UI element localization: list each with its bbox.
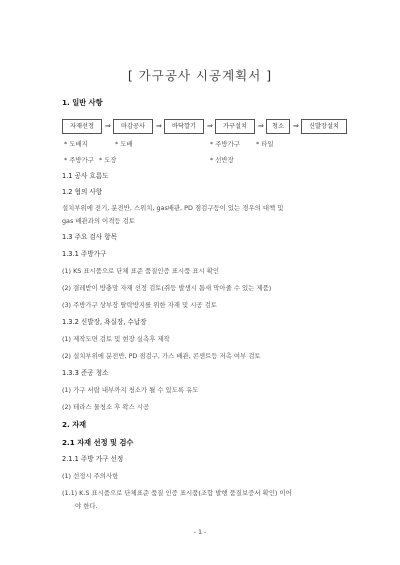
page-title: [ 가구공사 시공계획서 ] (127, 68, 273, 83)
flow-box-furniture-install: 가구설치 (215, 119, 255, 134)
flow-arrow: ⇒ (258, 122, 264, 130)
flow-note: * 선반장 (210, 156, 234, 164)
list-item: (2) 설치부위에 분전반, PD 점검구, 가스 배관, 콘센트등 저촉 여부 검토 (62, 352, 261, 360)
page-number: - 1 - (193, 528, 207, 536)
section-materials-heading: 2. 자재 (62, 420, 87, 429)
heading-2-1: 2.1 자재 선정 및 검수 (62, 438, 134, 447)
flow-box-finishing: 마감공사 (113, 119, 153, 134)
flow-arrow: ⇒ (105, 122, 111, 130)
flow-arrow: ⇒ (293, 122, 299, 130)
heading-1-1: 1.1 공사 흐름도 (62, 172, 109, 180)
list-item: (3) 주방가구 상부장 탈락방지를 위한 자재 및 시공 검토 (62, 301, 217, 309)
flow-arrow: ⇒ (156, 122, 162, 130)
list-item: (1) 선정시 주의사항 (62, 472, 119, 480)
flow-note: * 도장 (99, 156, 117, 164)
section-general-heading: 1. 일반 사항 (62, 98, 103, 107)
flow-box-flooring: 바닥깔기 (164, 119, 204, 134)
heading-1-2: 1.2 협의 사항 (62, 188, 103, 196)
heading-1-3-3: 1.3.3 준공 청소 (62, 369, 109, 377)
heading-2-1-1: 2.1.1 주방 가구 선정 (62, 455, 124, 463)
flow-box-material-selection: 자재선정 (62, 119, 102, 134)
heading-1-3-2: 1.3.2 신발장, 욕실장, 수납장 (62, 318, 147, 326)
flow-note: * 주방가구 (64, 156, 94, 164)
list-item: (1.1) K.S 표시품으로 단체표준 품질 인증 표시품(조합 발행 품질보증서 확인) 이어 (62, 489, 292, 497)
list-item: (1) 가구 서랍 내부까지 청소가 될 수 있도록 유도 (62, 386, 199, 394)
flow-note: * 타일 (256, 140, 274, 148)
list-item: (2) 테라스 물청소 후 왁스 시공 (62, 403, 150, 411)
paragraph: gas 배관과의 이격등 검토 (62, 217, 135, 225)
flow-box-shoe-cabinet: 신발장설치 (301, 119, 347, 134)
list-item: (2) 결레받이 방충망 자재 선정 검토(쥐등 발생시 틈새 막아줄 수 있는 제품) (62, 284, 272, 292)
paragraph: 설치부위에 전기, 분전반, 스위치, gas배관, PD 점검구등이 있는 경우의 대책 및 (62, 204, 284, 212)
heading-1-3: 1.3 주요 검사 항목 (62, 233, 117, 241)
list-item: (1) KS 표시품으로 단체 표준 품질인증 표시품 표시 확인 (62, 267, 220, 275)
flow-note: * 도배지 (64, 140, 88, 148)
list-item: (1) 제작도면 검토 및 현장 실측후 제작 (62, 335, 170, 343)
flow-box-cleaning: 청소 (266, 119, 290, 134)
flow-arrow: ⇒ (207, 122, 213, 130)
heading-1-3-1: 1.3.1 주방가구 (62, 250, 107, 258)
flow-note: * 도배 (115, 140, 133, 148)
flow-note: * 주방가구 (210, 140, 240, 148)
list-item-continuation: 야 한다. (75, 502, 98, 510)
